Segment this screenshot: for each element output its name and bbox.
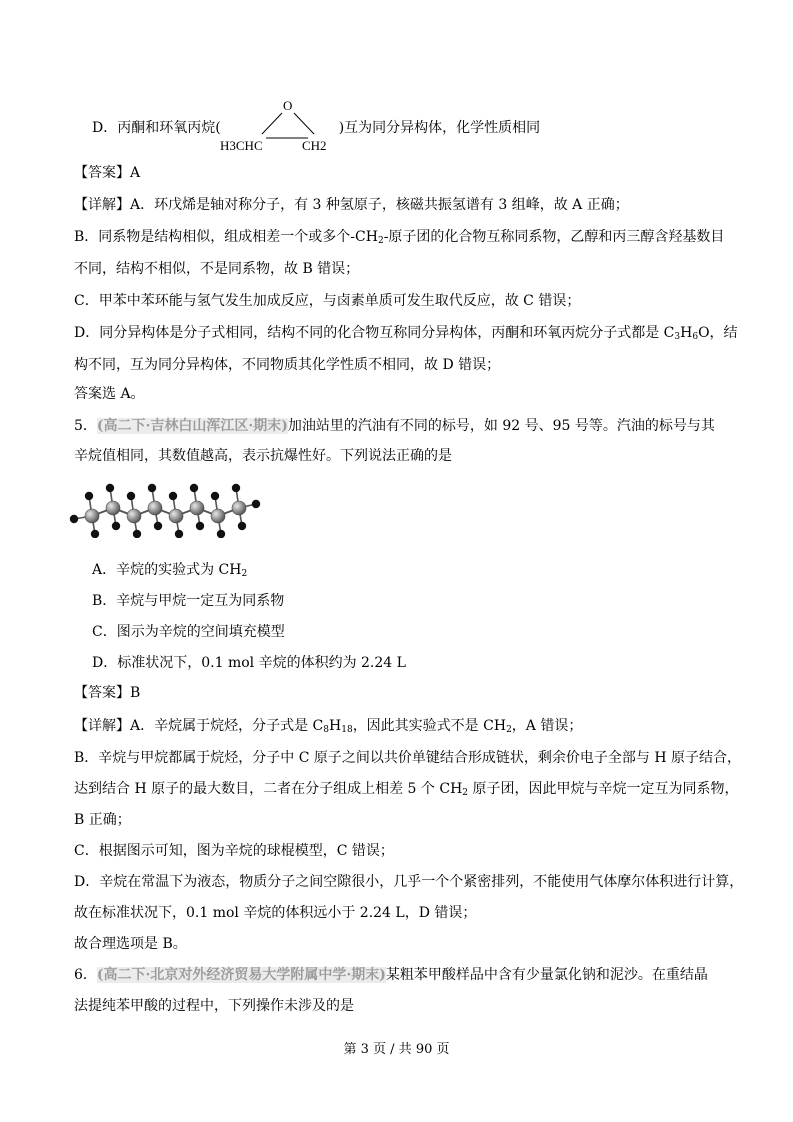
page-footer: 第 3 页 / 共 90 页 [343, 1042, 450, 1057]
hydrogen-atom [91, 530, 99, 538]
q5-source-tag: (高二下·吉林白山浑江区·期末) [96, 418, 288, 434]
hydrogen-atom [127, 492, 135, 500]
q5-detail-c: C．根据图示可知，图为辛烷的球棍模型，C 错误； [74, 843, 394, 859]
epoxypropane-structure [218, 96, 338, 156]
q5-detail-a: 【详解】A．辛烷属于烷烃，分子式是 $C_8H_{18}$，因此其实验式不是 $CH_2$，A 错误； [74, 718, 583, 735]
q4-detail-d1: D．同分异构体是分子式相同，结构不同的化合物互称同分异构体，丙酮和环氧丙烷分子式都是 $C_3H_6O$，结 [74, 325, 738, 342]
hydrogen-atom [85, 492, 93, 500]
hydrogen-atom [238, 522, 246, 530]
carbon-atom [211, 509, 225, 523]
hydrogen-atom [232, 484, 240, 492]
q5-option-c: C．图示为辛烷的空间填充模型 [92, 624, 285, 640]
carbon-atom [190, 501, 204, 515]
q4-detail-b1: B．同系物是结构相似，组成相差一个或多个$-CH_2-$原子团的化合物互称同系物，乙醇和丙三醇含羟基数目 [74, 229, 725, 246]
q4-option-d: D．丙酮和环氧丙烷( )互为同分异构体，化学性质相同 [92, 120, 541, 136]
q5-option-b: B．辛烷与甲烷一定互为同系物 [92, 593, 285, 609]
q5-answer: 【答案】B [74, 685, 141, 701]
q5-stem-line1: 5．(高二下·吉林白山浑江区·期末)加油站里的汽油有不同的标号，如 92 号、95 号等。汽油的标号与其 [74, 418, 715, 434]
hydrogen-atom [133, 530, 141, 538]
oxygen-atom-label: O [283, 98, 293, 113]
carbon-atom [127, 509, 141, 523]
hydrogen-atom [190, 484, 198, 492]
carbon-atom [85, 509, 99, 523]
hydrogen-atom [252, 500, 260, 508]
q6-stem-line1: 6．(高二下·北京对外经济贸易大学附属中学·期末)某粗苯甲酸样品中含有少量氯化钠和泥沙。在重结晶 [74, 967, 708, 983]
q5-detail-d2: 故在标准状况下，0.1 mol 辛烷的体积远小于 2.24 L，D 错误； [74, 905, 477, 921]
q4-conclusion: 答案选 A。 [74, 386, 145, 402]
q6-source-tag: (高二下·北京对外经济贸易大学附属中学·期末) [96, 967, 386, 983]
q4-answer: 【答案】A [74, 165, 141, 181]
q5-detail-d1: D．辛烷在常温下为液态，物质分子之间空隙很小，几乎一个个紧密排列，不能使用气体摩尔体积进行计算， [74, 874, 744, 890]
hydrogen-atom [217, 530, 225, 538]
q5-detail-b1: B．辛烷与甲烷都属于烷烃，分子中 C 原子之间以共价单键结合形成链状，剩余价电子全部与 H 原子结合， [74, 750, 742, 766]
q6-stem-line2: 法提纯苯甲酸的过程中，下列操作未涉及的是 [74, 998, 354, 1014]
q4-detail-d2: 构不同，互为同分异构体，不同物质其化学性质不相同，故 D 错误； [74, 357, 501, 373]
hydrogen-atom [112, 522, 120, 530]
carbon-atom [148, 501, 162, 515]
right-group-label: CH2 [302, 138, 327, 153]
hydrogen-atom [169, 492, 177, 500]
octane-ball-stick-model [66, 478, 266, 538]
hydrogen-atom [106, 484, 114, 492]
hydrogen-atom [154, 522, 162, 530]
q4-detail-c: C．甲苯中苯环能与氢气发生加成反应，与卤素单质可发生取代反应，故 C 错误； [74, 293, 581, 309]
q5-option-a: A．辛烷的实验式为 $CH_2$ [92, 562, 248, 579]
hydrogen-atom [211, 492, 219, 500]
q5-detail-b2: 达到结合 H 原子的最大数目，二者在分子组成上相差 5 个 $CH_2$ 原子团，因此甲烷与辛烷一定互为同系物， [74, 781, 739, 798]
carbon-atom [232, 501, 246, 515]
hydrogen-atom [196, 522, 204, 530]
hydrogen-atom [175, 530, 183, 538]
q5-conclusion: 故合理选项是 B。 [74, 936, 187, 952]
q4-detail-b2: 不同，结构不相似，不是同系物，故 B 错误； [74, 261, 360, 277]
q5-option-d: D．标准状况下，0.1 mol 辛烷的体积约为 2.24 L [92, 655, 406, 671]
hydrogen-atom [148, 484, 156, 492]
q5-detail-b3: B 正确； [74, 812, 131, 828]
carbon-atom [106, 501, 120, 515]
q4-detail-a: 【详解】A．环戊烯是轴对称分子，有 3 种氢原子，核磁共振氢谱有 3 组峰，故 A 正确； [74, 197, 629, 213]
left-group-label: H3CHC [220, 138, 263, 153]
q5-stem-line2: 辛烷值相同，其数值越高，表示抗爆性好。下列说法正确的是 [74, 448, 452, 464]
carbon-atom [169, 509, 183, 523]
hydrogen-atom [70, 515, 78, 523]
